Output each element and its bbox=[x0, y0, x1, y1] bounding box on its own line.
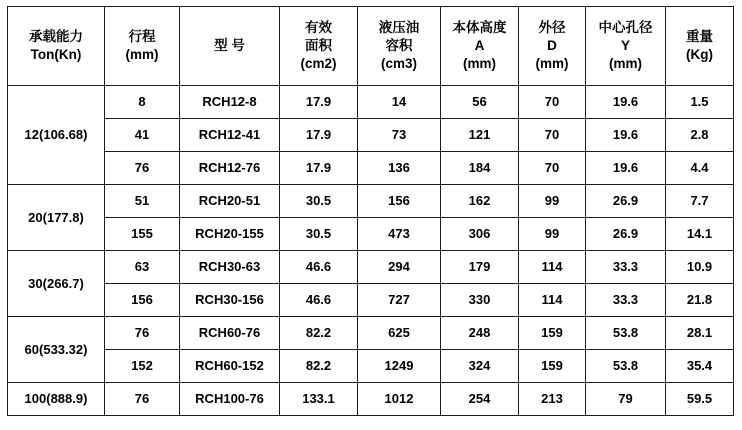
column-header-text: 中心孔径 bbox=[598, 19, 653, 35]
outer-diameter-cell: 70 bbox=[519, 152, 586, 185]
stroke-cell: 156 bbox=[105, 284, 180, 317]
oil-volume-cell: 727 bbox=[358, 284, 441, 317]
column-header-text: 液压油 bbox=[378, 19, 420, 35]
oil-volume-cell: 14 bbox=[358, 86, 441, 119]
body-height-cell: 306 bbox=[441, 218, 519, 251]
weight-cell: 1.5 bbox=[666, 86, 734, 119]
column-header-8 bbox=[666, 7, 734, 86]
model-cell: RCH12-8 bbox=[180, 86, 280, 119]
weight-cell: 59.5 bbox=[666, 383, 734, 416]
outer-diameter-cell: 99 bbox=[519, 185, 586, 218]
capacity-cell: 100(888.9) bbox=[8, 383, 105, 416]
column-header-text: 有效 bbox=[305, 19, 332, 35]
stroke-cell: 152 bbox=[105, 350, 180, 383]
column-header-text: (cm3) bbox=[380, 56, 417, 72]
capacity-cell: 20(177.8) bbox=[8, 185, 105, 251]
center-bore-cell: 53.8 bbox=[586, 350, 666, 383]
table-row bbox=[8, 218, 734, 251]
effective-area-cell: 82.2 bbox=[280, 317, 358, 350]
column-header-text: (mm) bbox=[463, 56, 496, 72]
table-row bbox=[8, 185, 734, 218]
effective-area-cell: 30.5 bbox=[280, 218, 358, 251]
center-bore-cell: 26.9 bbox=[586, 218, 666, 251]
oil-volume-cell: 136 bbox=[358, 152, 441, 185]
weight-cell: 14.1 bbox=[666, 218, 734, 251]
outer-diameter-cell: 70 bbox=[519, 86, 586, 119]
table-row bbox=[8, 152, 734, 185]
outer-diameter-cell: 114 bbox=[519, 251, 586, 284]
column-header-text: 承载能力 bbox=[29, 28, 83, 44]
weight-cell: 35.4 bbox=[666, 350, 734, 383]
model-cell: RCH30-63 bbox=[180, 251, 280, 284]
outer-diameter-cell: 213 bbox=[519, 383, 586, 416]
weight-cell: 7.7 bbox=[666, 185, 734, 218]
capacity-cell: 12(106.68) bbox=[8, 86, 105, 185]
body-height-cell: 330 bbox=[441, 284, 519, 317]
weight-cell: 21.8 bbox=[666, 284, 734, 317]
column-header-text: 重量 bbox=[686, 28, 713, 44]
oil-volume-cell: 1249 bbox=[358, 350, 441, 383]
column-header-text: 行程 bbox=[128, 28, 156, 44]
stroke-cell: 51 bbox=[105, 185, 180, 218]
column-header-text: 容积 bbox=[385, 37, 413, 53]
weight-cell: 2.8 bbox=[666, 119, 734, 152]
stroke-cell: 8 bbox=[105, 86, 180, 119]
column-header-text: Y bbox=[620, 37, 630, 53]
model-cell: RCH12-76 bbox=[180, 152, 280, 185]
oil-volume-cell: 625 bbox=[358, 317, 441, 350]
outer-diameter-cell: 99 bbox=[519, 218, 586, 251]
column-header-text: (mm) bbox=[125, 47, 159, 62]
stroke-cell: 76 bbox=[105, 152, 180, 185]
body-height-cell: 184 bbox=[441, 152, 519, 185]
column-header-text: (cm2) bbox=[300, 56, 337, 72]
stroke-cell: 76 bbox=[105, 383, 180, 416]
stroke-cell: 63 bbox=[105, 251, 180, 284]
column-header-text: 外径 bbox=[538, 19, 566, 35]
table-row bbox=[8, 317, 734, 350]
model-cell: RCH60-152 bbox=[180, 350, 280, 383]
table-row bbox=[8, 86, 734, 119]
center-bore-cell: 26.9 bbox=[586, 185, 666, 218]
center-bore-cell: 19.6 bbox=[586, 119, 666, 152]
table-row bbox=[8, 119, 734, 152]
model-cell: RCH60-76 bbox=[180, 317, 280, 350]
model-cell: RCH30-156 bbox=[180, 284, 280, 317]
outer-diameter-cell: 159 bbox=[519, 317, 586, 350]
oil-volume-cell: 294 bbox=[358, 251, 441, 284]
body-height-cell: 254 bbox=[441, 383, 519, 416]
center-bore-cell: 53.8 bbox=[586, 317, 666, 350]
capacity-cell: 30(266.7) bbox=[8, 251, 105, 317]
center-bore-cell: 33.3 bbox=[586, 284, 666, 317]
outer-diameter-cell: 70 bbox=[519, 119, 586, 152]
column-header-3 bbox=[280, 7, 358, 86]
effective-area-cell: 82.2 bbox=[280, 350, 358, 383]
body-height-cell: 121 bbox=[441, 119, 519, 152]
center-bore-cell: 19.6 bbox=[586, 86, 666, 119]
effective-area-cell: 30.5 bbox=[280, 185, 358, 218]
column-header-text: 本体高度 bbox=[452, 19, 507, 35]
column-header-1 bbox=[105, 7, 180, 86]
table-header bbox=[8, 7, 734, 86]
table-row bbox=[8, 383, 734, 416]
table-row bbox=[8, 284, 734, 317]
weight-cell: 10.9 bbox=[666, 251, 734, 284]
center-bore-cell: 33.3 bbox=[586, 251, 666, 284]
column-header-0 bbox=[8, 7, 105, 86]
center-bore-cell: 79 bbox=[586, 383, 666, 416]
oil-volume-cell: 1012 bbox=[358, 383, 441, 416]
column-header-4 bbox=[358, 7, 441, 86]
column-header-5 bbox=[441, 7, 519, 86]
oil-volume-cell: 156 bbox=[358, 185, 441, 218]
effective-area-cell: 46.6 bbox=[280, 251, 358, 284]
specification-table bbox=[7, 6, 734, 416]
column-header-2 bbox=[180, 7, 280, 86]
effective-area-cell: 133.1 bbox=[280, 383, 358, 416]
stroke-cell: 155 bbox=[105, 218, 180, 251]
stroke-cell: 76 bbox=[105, 317, 180, 350]
center-bore-cell: 19.6 bbox=[586, 152, 666, 185]
effective-area-cell: 17.9 bbox=[280, 86, 358, 119]
oil-volume-cell: 473 bbox=[358, 218, 441, 251]
column-header-text: 面积 bbox=[305, 37, 332, 53]
column-header-text: Ton(Kn) bbox=[30, 47, 82, 62]
effective-area-cell: 46.6 bbox=[280, 284, 358, 317]
weight-cell: 4.4 bbox=[666, 152, 734, 185]
oil-volume-cell: 73 bbox=[358, 119, 441, 152]
header-row bbox=[8, 7, 734, 86]
capacity-cell: 60(533.32) bbox=[8, 317, 105, 383]
body-height-cell: 162 bbox=[441, 185, 519, 218]
column-header-text: A bbox=[474, 37, 485, 53]
outer-diameter-cell: 114 bbox=[519, 284, 586, 317]
column-header-text: (mm) bbox=[535, 56, 569, 72]
table-row bbox=[8, 350, 734, 383]
stroke-cell: 41 bbox=[105, 119, 180, 152]
column-header-text: D bbox=[547, 37, 557, 53]
model-cell: RCH12-41 bbox=[180, 119, 280, 152]
column-header-6 bbox=[519, 7, 586, 86]
outer-diameter-cell: 159 bbox=[519, 350, 586, 383]
column-header-text: (Kg) bbox=[686, 47, 713, 62]
effective-area-cell: 17.9 bbox=[280, 119, 358, 152]
column-header-text: 型 号 bbox=[214, 37, 245, 53]
effective-area-cell: 17.9 bbox=[280, 152, 358, 185]
model-cell: RCH20-155 bbox=[180, 218, 280, 251]
table-row bbox=[8, 251, 734, 284]
model-cell: RCH20-51 bbox=[180, 185, 280, 218]
column-header-text: (mm) bbox=[609, 56, 642, 72]
body-height-cell: 56 bbox=[441, 86, 519, 119]
model-cell: RCH100-76 bbox=[180, 383, 280, 416]
body-height-cell: 248 bbox=[441, 317, 519, 350]
body-height-cell: 179 bbox=[441, 251, 519, 284]
weight-cell: 28.1 bbox=[666, 317, 734, 350]
column-header-7 bbox=[586, 7, 666, 86]
table-body bbox=[8, 86, 734, 416]
body-height-cell: 324 bbox=[441, 350, 519, 383]
